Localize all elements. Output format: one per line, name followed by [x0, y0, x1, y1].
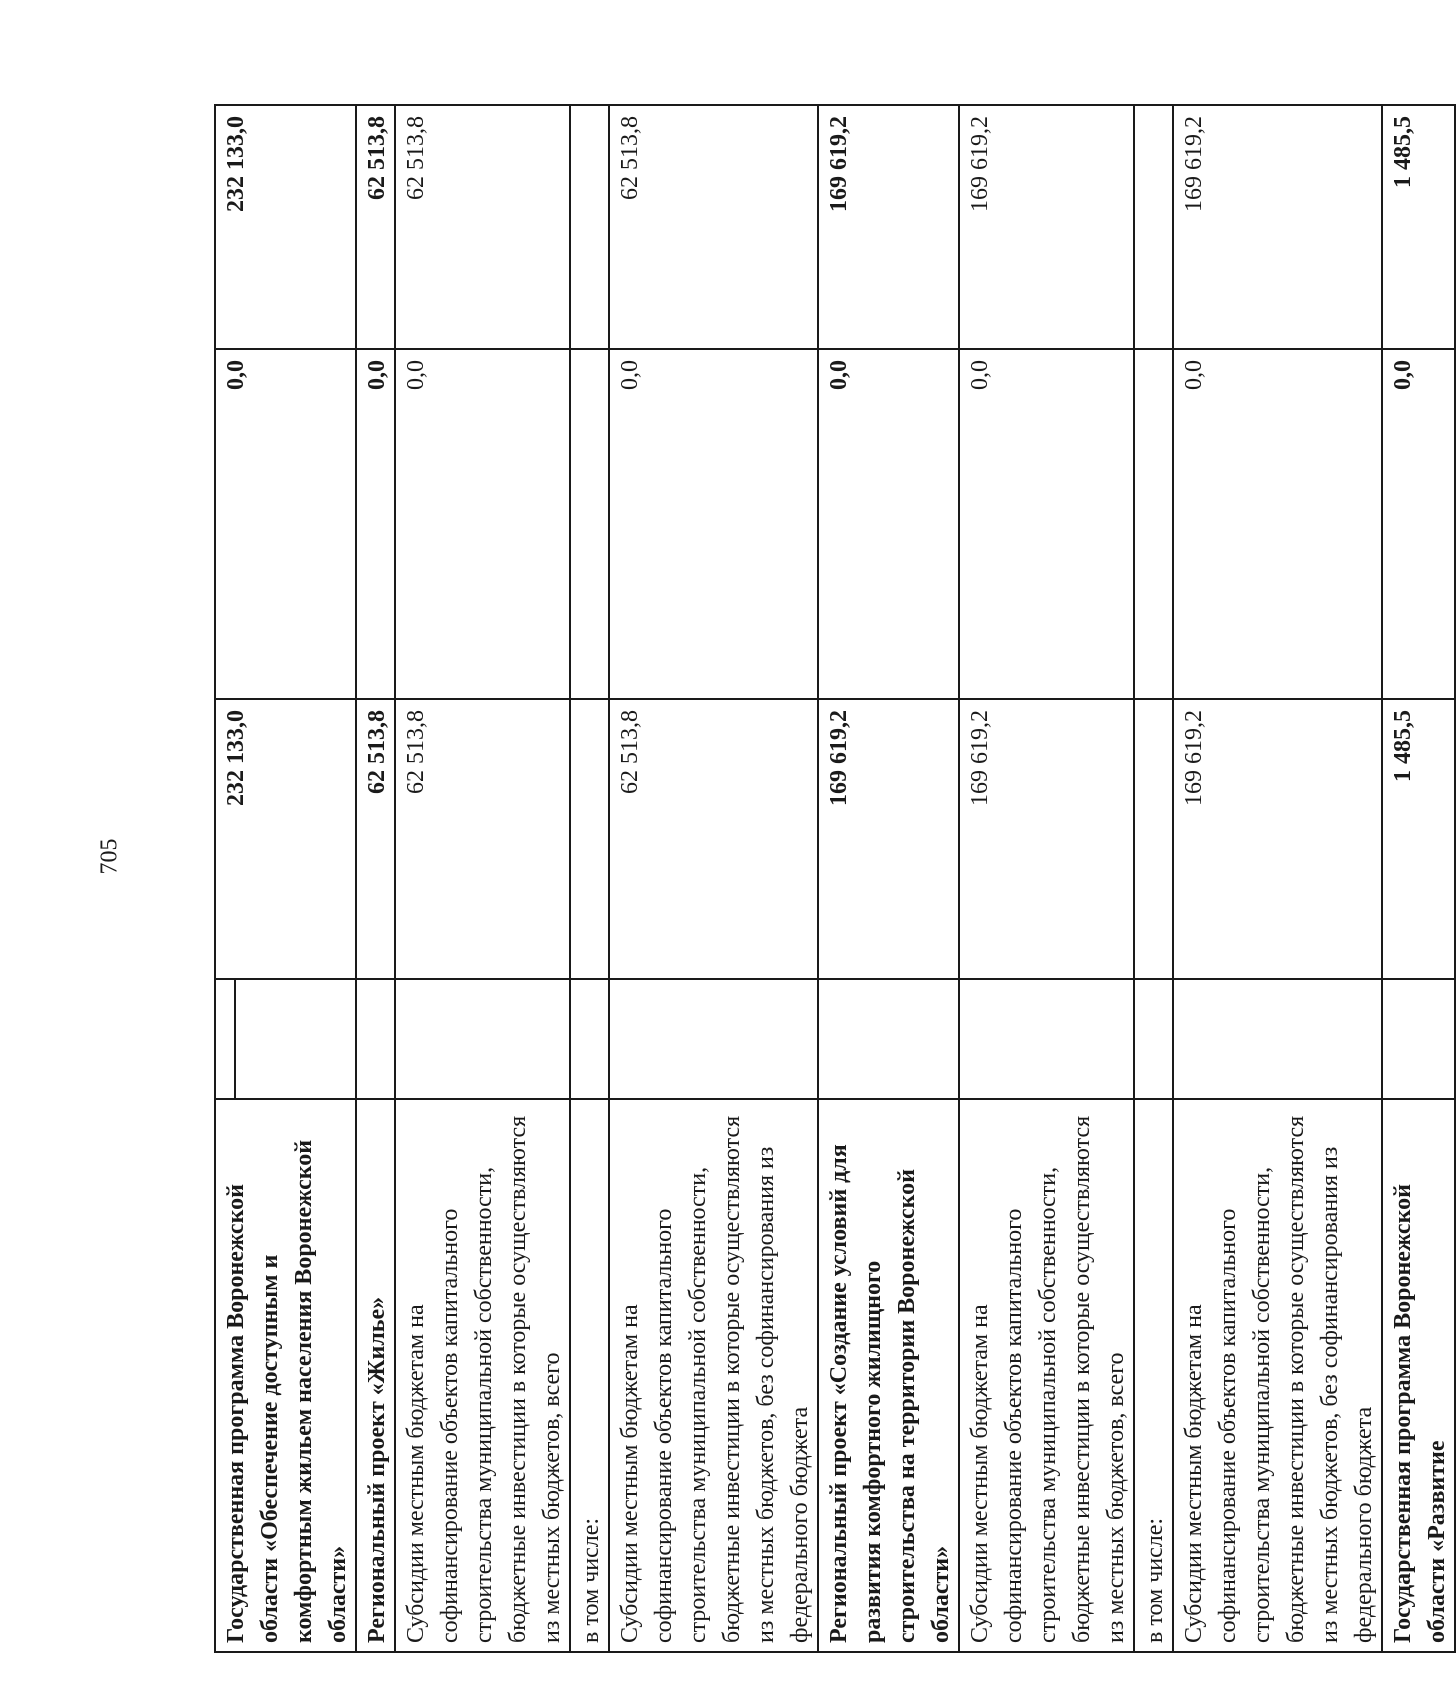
- row-name-cell: Субсидии местным бюджетам на софинансирование объектов капитального строительства муниципальной собственности, бюджетные инвестиции в которые осуществляются из местных бюджетов, без софинансирования из федерального бюджета: [609, 1099, 818, 1652]
- row-name-cell: в том числе:: [1134, 1099, 1173, 1652]
- table-row: [609, 105, 818, 1652]
- row-value-v2: 0,0: [609, 349, 818, 699]
- table-row: [818, 105, 959, 1652]
- table-row: [395, 105, 570, 1652]
- row-value-v2: [570, 349, 609, 699]
- row-code-cell: [1134, 979, 1173, 1099]
- row-code-cell: [395, 979, 570, 1099]
- table-row: [215, 105, 356, 1652]
- row-code-cell: [215, 979, 356, 1099]
- row-name-cell: Государственная программа Воронежской области «Обеспечение доступным и комфортным жильем населения Воронежской области»: [215, 1099, 356, 1652]
- row-value-v2: 0,0: [1382, 349, 1455, 699]
- row-name-cell: Региональный проект «Создание условий для развития комфортного жилищного строительства на территории Воронежской области»: [818, 1099, 959, 1652]
- row-code-cell: [959, 979, 1134, 1099]
- row-value-v3: 169 619,2: [959, 105, 1134, 349]
- row-value-v3: [570, 105, 609, 349]
- row-code-cell: [818, 979, 959, 1099]
- row-name-cell: Региональный проект «Жилье»: [356, 1099, 395, 1652]
- table-row: [1134, 105, 1173, 1652]
- table-row: [570, 105, 609, 1652]
- row-value-v3: 232 133,0: [215, 105, 356, 349]
- row-code-cell: [356, 979, 395, 1099]
- row-value-v1: 169 619,2: [959, 699, 1134, 979]
- row-name-cell: в том числе:: [570, 1099, 609, 1652]
- row-name-cell: Субсидии местным бюджетам на софинансирование объектов капитального строительства муниципальной собственности, бюджетные инвестиции в которые осуществляются из местных бюджетов, всего: [395, 1099, 570, 1652]
- row-value-v1: 232 133,0: [215, 699, 356, 979]
- row-value-v1: 169 619,2: [1173, 699, 1382, 979]
- row-value-v3: 169 619,2: [1173, 105, 1382, 349]
- row-value-v2: 0,0: [215, 349, 356, 699]
- row-value-v3: 1 485,5: [1382, 105, 1455, 349]
- page-number: 705: [96, 838, 123, 875]
- row-value-v2: 0,0: [818, 349, 959, 699]
- row-value-v3: 62 513,8: [356, 105, 395, 349]
- row-value-v2: 0,0: [356, 349, 395, 699]
- row-name-cell: Государственная программа Воронежской области «Развитие: [1382, 1099, 1455, 1652]
- row-value-v3: 62 513,8: [609, 105, 818, 349]
- row-name-cell: Субсидии местным бюджетам на софинансирование объектов капитального строительства муниципальной собственности, бюджетные инвестиции в которые осуществляются из местных бюджетов, всего: [959, 1099, 1134, 1652]
- row-value-v2: 0,0: [1173, 349, 1382, 699]
- table-row: [1173, 105, 1382, 1652]
- row-code-cell: [1173, 979, 1382, 1099]
- row-value-v3: 169 619,2: [818, 105, 959, 349]
- row-value-v1: 169 619,2: [818, 699, 959, 979]
- table-row: [959, 105, 1134, 1652]
- table-row: [356, 105, 395, 1652]
- row-value-v2: [1134, 349, 1173, 699]
- row-value-v1: 62 513,8: [395, 699, 570, 979]
- cell-divider: [216, 980, 236, 1098]
- row-value-v3: [1134, 105, 1173, 349]
- row-code-cell: [1382, 979, 1455, 1099]
- row-value-v2: 0,0: [395, 349, 570, 699]
- row-value-v3: 62 513,8: [395, 105, 570, 349]
- table-row: [1382, 105, 1455, 1652]
- row-name-cell: Субсидии местным бюджетам на софинансирование объектов капитального строительства муниципальной собственности, бюджетные инвестиции в которые осуществляются из местных бюджетов, без софинансирования из федерального бюджета: [1173, 1099, 1382, 1652]
- row-value-v1: [570, 699, 609, 979]
- row-value-v1: 62 513,8: [609, 699, 818, 979]
- row-value-v1: [1134, 699, 1173, 979]
- budget-table: [214, 104, 1456, 1653]
- row-value-v1: 62 513,8: [356, 699, 395, 979]
- row-value-v1: 1 485,5: [1382, 699, 1455, 979]
- budget-table-rotated: [214, 106, 1450, 1653]
- row-code-cell: [609, 979, 818, 1099]
- row-code-cell: [570, 979, 609, 1099]
- row-value-v2: 0,0: [959, 349, 1134, 699]
